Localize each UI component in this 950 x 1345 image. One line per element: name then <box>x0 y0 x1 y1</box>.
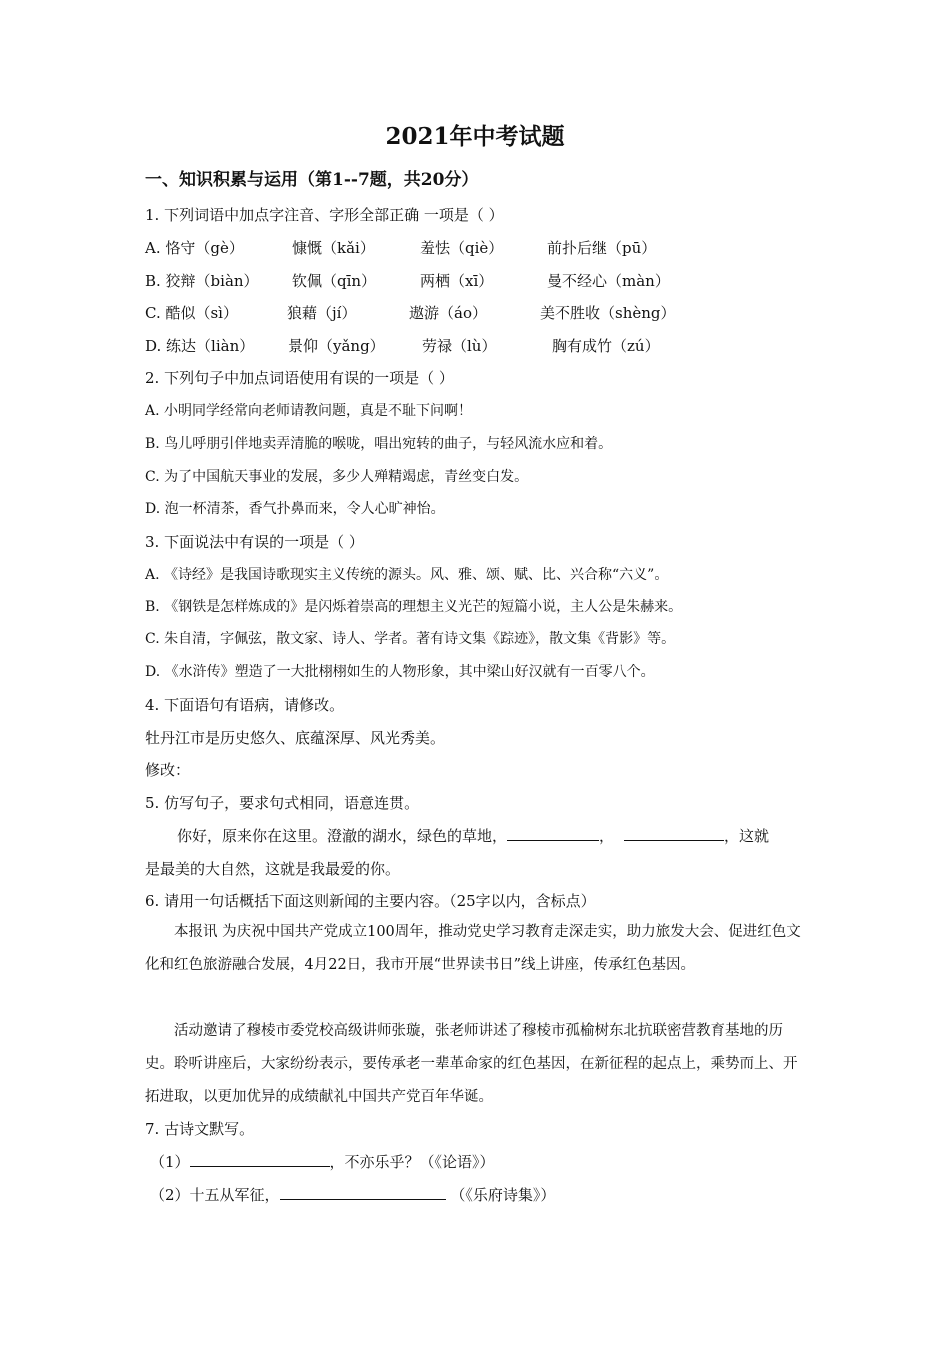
q6-stem: 6. 请用一句话概括下面这则新闻的主要内容。（25字以内，含标点） <box>145 892 596 910</box>
q2-option-b: B. 鸟儿呼朋引伴地卖弄清脆的喉咙，唱出宛转的曲子，与轻风流水应和着。 <box>145 436 613 452</box>
q5-text-3: ，这就 <box>724 827 770 845</box>
q5-line2: 是最美的大自然，这就是我最爱的你。 <box>145 860 401 878</box>
q6-news-paragraph-2: 活动邀请了穆棱市委党校高级讲师张璇，张老师讲述了穆棱市孤榆树东北抗联密营教育基地的历史。聆听讲座后，大家纷纷表示，要传承老一辈革命家的红色基因，在新征程的起点上，乘势而上、开拓进取，以更加优异的成绩献礼中国共产党百年华诞。 <box>145 1023 798 1105</box>
q5-line1 <box>177 825 769 846</box>
q3-option-b: B. 《钢铁是怎样炼成的》是闪烁着崇高的理想主义光芒的短篇小说，主人公是朱赫来。 <box>145 599 683 615</box>
q1-c-1: C. 酷似（sì） <box>145 304 238 322</box>
q1-d-3: 劳禄（lù） <box>422 337 497 355</box>
q1-a-4: 前扑后继（pū） <box>547 239 657 257</box>
q1-c-2: 狼藉（jí） <box>287 304 357 322</box>
q7-blank-1[interactable] <box>190 1152 330 1167</box>
q3-option-d: D. 《水浒传》塑造了一大批栩栩如生的人物形象，其中梁山好汉就有一百零八个。 <box>145 664 655 680</box>
q1-a-1: A. 恪守（gè） <box>145 239 244 257</box>
q1-a-3: 羞怯（qiè） <box>420 239 504 257</box>
q3-option-c: C. 朱自清，字佩弦，散文家、诗人、学者。著有诗文集《踪迹》，散文集《背影》等。 <box>145 631 676 647</box>
q2-option-a: A. 小明同学经常向老师请教问题，真是不耻下问啊！ <box>145 403 473 419</box>
q4-sentence: 牡丹江市是历史悠久、底蕴深厚、风光秀美。 <box>145 729 446 747</box>
q1-c-3: 遨游（áo） <box>409 304 487 322</box>
q7-line2-suffix: （《乐府诗集》） <box>445 1186 556 1204</box>
q5-blank-2[interactable] <box>624 826 724 841</box>
q7-blank-2[interactable] <box>280 1185 446 1200</box>
q7-line1-prefix: （1） <box>150 1153 190 1171</box>
q1-c-4: 美不胜收（shèng） <box>540 304 676 322</box>
q4-fix-label: 修改： <box>145 761 191 779</box>
q6-news-paragraph-1: 本报讯 为庆祝中国共产党成立100周年，推动党史学习教育走深走实，助力旅发大会、促进红色文化和红色旅游融合发展，4月22日，我市开展“世界读书日”线上讲座，传承红色基因。 <box>145 924 801 973</box>
q7-line-1 <box>150 1151 495 1172</box>
q1-d-4: 胸有成竹（zú） <box>552 337 660 355</box>
q7-line-2 <box>150 1184 555 1205</box>
q5-blank-1[interactable] <box>507 826 599 841</box>
page-title: 2021年中考试题 <box>385 123 565 150</box>
q1-d-2: 景仰（yǎng） <box>288 337 385 355</box>
q2-stem: 2. 下列句子中加点词语使用有误的一项是（ ） <box>145 369 454 387</box>
q1-a-2: 慷慨（kǎi） <box>292 239 375 257</box>
q1-b-4: 曼不经心（màn） <box>547 272 670 290</box>
q1-b-2: 钦佩（qīn） <box>292 272 377 290</box>
q1-stem: 1. 下列词语中加点字注音、字形全部正确 一项是（ ） <box>145 206 504 224</box>
q7-line2-prefix: （2）十五从军征， <box>150 1186 280 1204</box>
q2-option-d: D. 泡一杯清茶，香气扑鼻而来，令人心旷神怡。 <box>145 501 445 517</box>
q5-text-2: ， <box>599 827 615 845</box>
q1-b-3: 两栖（xī） <box>420 272 494 290</box>
q1-d-1: D. 练达（liàn） <box>145 337 255 355</box>
q1-b-1: B. 狡辩（biàn） <box>145 272 259 290</box>
q4-stem: 4. 下面语句有语病，请修改。 <box>145 696 345 714</box>
q7-line1-suffix: ，不亦乐乎？（《论语》） <box>329 1153 495 1171</box>
section-heading: 一、知识积累与运用（第1--7题，共20分） <box>145 170 479 190</box>
q3-stem: 3. 下面说法中有误的一项是（ ） <box>145 533 364 551</box>
q5-text-1: 你好，原来你在这里。澄澈的湖水，绿色的草地， <box>177 827 508 845</box>
q5-stem: 5. 仿写句子，要求句式相同，语意连贯。 <box>145 794 420 812</box>
q3-option-a: A. 《诗经》是我国诗歌现实主义传统的源头。风、雅、颂、赋、比、兴合称“六义”。 <box>145 567 669 583</box>
q2-option-c: C. 为了中国航天事业的发展，多少人殚精竭虑，青丝变白发。 <box>145 469 529 485</box>
q7-stem: 7. 古诗文默写。 <box>145 1120 255 1138</box>
